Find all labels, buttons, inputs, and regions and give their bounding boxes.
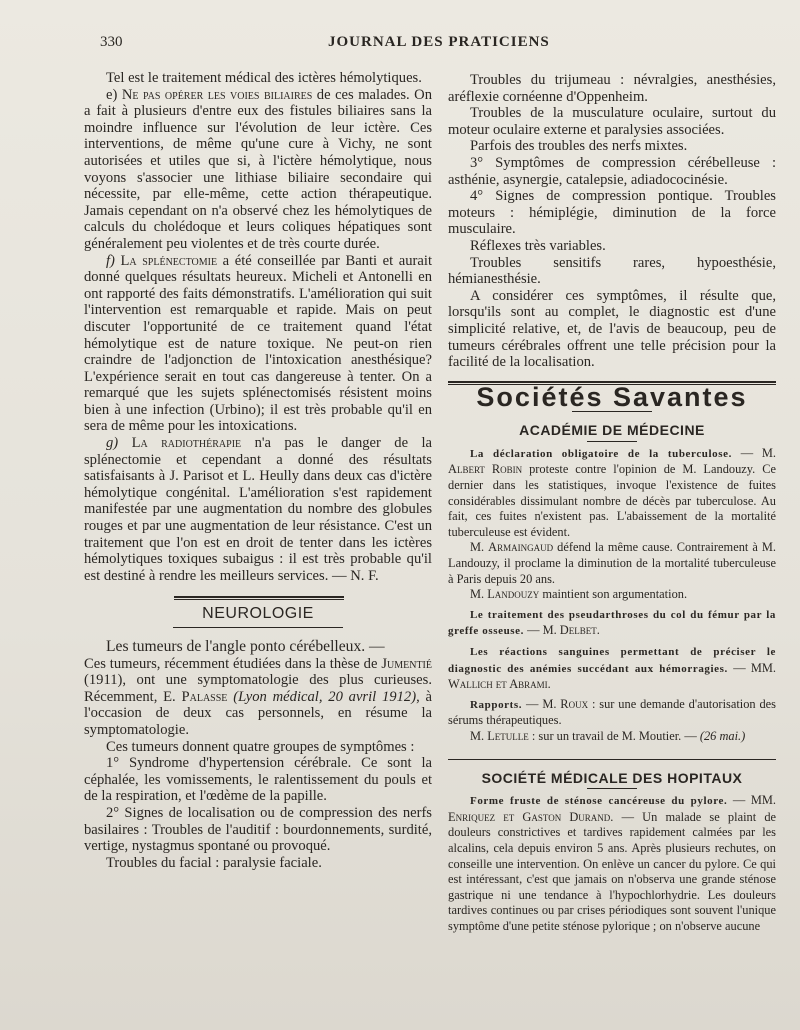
neuro-p1-c: , à l'occasion de deux cas personnels, en résume la symptomatologie. <box>84 688 432 738</box>
reference-lyon: (Lyon médical, 20 avril 1912) <box>233 688 417 705</box>
text-f: a été conseillée par Banti et aurait donné quelques résultats heureux. Micheli et Antonelli en ont rapporté des faits démonstratifs. L'amélioration qui suit l'intervention est remarquable et rapide. Mais on peut discuter l'opportunité de ce traitement quand l'état hémolytique est de nature toxique. Ne peut-on rien craindre de l'adjonction de l'intoxication anesthésique? L'expérience serait en tout cas dangereuse à tenter. On a remarqué que les sujets splénectomisés résistent moins bien à une infection (Urbino); il est très probable qu'il en sera de même pour les intoxications. <box>84 252 432 435</box>
label-g: g) <box>106 435 119 452</box>
neuro-lead: Les tumeurs de l'angle ponto cérébelleux. — <box>106 638 385 655</box>
item-6-text: : sur une demande d'autorisation des sérums thérapeutiques. <box>448 696 776 728</box>
smh-item-1-head: Forme fruste de sténose cancéreuse du pylore. <box>470 795 728 808</box>
academie-heading: ACADÉMIE DE MÉDECINE <box>519 422 705 439</box>
neuro-paragraph-2: Ces tumeurs donnent quatre groupes de symptômes : <box>106 738 415 755</box>
item-1-head: La déclaration obligatoire de la tuberculose. <box>470 447 732 460</box>
item-2-text: défend la même cause. Contrairement à M. Landouzy, il proclame la diminution de la mortalité tuberculeuse à Paris depuis 20 ans. <box>448 540 776 586</box>
right-paragraph-1: Troubles du trijumeau : névralgies, anesthésies, aréflexie cornéenne d'Oppenheim. <box>448 72 776 105</box>
section-divider <box>174 596 344 600</box>
right-column <box>448 72 776 935</box>
smh-item-1-names: MM. Enriquez et Gaston Durand. <box>448 793 776 824</box>
academie-item-3: M. Landouzy maintient son argumentation. <box>470 587 688 602</box>
item-7-text: : sur un travail de M. Moutier. — <box>531 728 697 743</box>
left-column <box>84 70 432 871</box>
paragraph-f <box>84 253 432 436</box>
heading-g: La radiothérapie <box>131 435 242 452</box>
item-7-date: (26 mai.) <box>699 728 746 743</box>
item-3-text: maintient son argumentation. <box>542 587 688 602</box>
academie-underline <box>587 441 637 442</box>
paragraph-intro: Tel est le traitement médical des ictères hémolytiques. <box>106 70 422 86</box>
item-6-name: — M. Roux <box>526 696 589 711</box>
neuro-p1-a: Ces tumeurs, récemment étudiées dans la thèse de <box>84 655 378 672</box>
academie-item-7 <box>448 729 776 745</box>
neuro-p1-b: (1911), ont une symptomatologie des plus curieuses. Récemment, E. <box>84 672 432 705</box>
neurologie-heading: NEUROLOGIE <box>202 605 314 623</box>
item-6-head: Rapports. <box>470 698 523 711</box>
academie-item-1: La déclaration obligatoire de la tuberculose. — M. Albert Robin proteste contre l'opinion de M. Landouzy. Ce dernier dans les statistiques, invoque l'existence de fuites considérables dissimulant nombre de décès par tuberculose. Au fait, ces fuites n'existent pas. L'abaissement de la mortalité tuberculeuse est évident. <box>448 445 777 539</box>
smh-divider <box>448 759 776 760</box>
heading-f: La splénectomie <box>120 252 218 269</box>
right-paragraph-3: Parfois des troubles des nerfs mixtes. <box>470 138 688 155</box>
smh-item-1 <box>448 793 776 934</box>
academie-item-6 <box>448 697 776 729</box>
page-number: 330 <box>100 34 123 50</box>
item-1-dash: — <box>740 445 754 460</box>
item-5-head: Les réactions sanguines permettant de préciser le diagnostic des anémies succédant aux hémorragies. <box>448 646 776 675</box>
text-e: de ces malades. On a fait à plusieurs d'entre eux des fistules biliaires sans la moindre influence sur l'évolution de leur ictère. Ces interventions, de même qu'une cure à Vichy, ne sont autorisées et utiles que si, à l'ictère hémolytique, nous voyons s'associer une lithiase biliaire secondaire qui nécessite, par elle-même, cette action thérapeutique. Jamais cependant on n'a observé chez les hémolytiques de calculs du cholédoque et leurs coliques hépatiques sont généralement peu violentes et de très courte durée. <box>84 86 432 252</box>
item-7-name: M. Letulle <box>470 728 529 743</box>
right-paragraph-7: Troubles sensitifs rares, hypoesthésie, hémianesthésie. <box>448 254 776 288</box>
label-e: e) <box>106 86 118 103</box>
neuro-paragraph-3: 1° Syndrome d'hypertension cérébrale. Ce sont la céphalée, les vomissements, le ralentissement du pouls et de la respiration, et l'œdème de la papille. <box>84 755 432 805</box>
academie-item-5 <box>448 644 776 693</box>
neuro-paragraph-4: 2° Signes de localisation ou de compression des nerfs basilaires : Troubles de l'auditif : bourdonnements, surdité, vertige, nystagmus spontané ou provoqué. <box>84 804 432 855</box>
smh-heading: SOCIÉTÉ MÉDICALE DES HOPITAUX <box>481 769 743 786</box>
smh-item-1-text: — Un malade se plaint de douleurs constrictives et tardives rapidement calmées par les alcalins, cela depuis environ 5 ans. Après plusieurs rechutes, on conseille une intervention. On enlève un cancer du pylore. Ce qui est intéressant, c'est que jamais on n'observa une grande sténose gastrique ni une tendance à l'hypochlorhydrie. Les douleurs tardives continues ou par crises périodiques sont souvent l'unique symptôme d'une petite sténose pylorique ; on n'observe aucune <box>448 809 777 933</box>
item-1-name: Albert Robin <box>448 462 523 477</box>
right-paragraph-4: 3° Symptômes de compression cérébelleuse : asthénie, asynergie, catalepsie, adiadococinésie. <box>448 154 776 188</box>
neuro-paragraph-5: Troubles du facial : paralysie faciale. <box>106 854 322 871</box>
paragraph-g <box>84 435 432 584</box>
item-4-name: — M. Delbet. <box>527 623 600 638</box>
item-4-head: Le traitement des pseudarthroses du col du fémur par la greffe osseuse. <box>448 608 776 638</box>
paragraph-e <box>84 87 432 253</box>
text-g: n'a pas le danger de la splénectomie et cependant a donné des résultats satisfaisants à J. Parisot et L. Heully dans deux cas d'ictère hémolytique congénital. L'amélioration s'est rapidement manifestée par une augmentation du nombre des globules rouges et par une augmentation de leur résistance. C'est un traitement que l'on est en droit de tenter dans les ictères hémolytiques toxiques subaigus : il est très probable qu'il est destiné à rendre les meilleurs services. — N. F. <box>84 435 433 584</box>
page-header <box>80 30 780 54</box>
right-paragraph-5: 4° Signes de compression pontique. Troubles moteurs : hémiplégie, diminution de la force musculaire. <box>448 188 776 238</box>
label-f: f) <box>106 252 115 269</box>
academie-item-4 <box>448 607 776 640</box>
heading-underline <box>173 627 343 628</box>
item-1-text: proteste contre l'opinion de M. Landouzy. Ce dernier dans les statistiques, invoque l'existence de fuites considérables dissimulant nombre de décès par tuberculose. Au fait, ces fuites n'existent pas. L'abaissement de la mortalité tuberculeuse est évident. <box>448 462 776 539</box>
journal-title: JOURNAL DES PRATICIENS <box>328 34 550 50</box>
author-jumentie: Jumentié <box>381 655 432 672</box>
societes-savantes-heading: Sociétés Savantes <box>476 381 748 412</box>
neuro-paragraph-1 <box>84 656 432 739</box>
item-3-name: Landouzy <box>487 587 540 602</box>
item-2-name: Armaingaud <box>488 540 554 555</box>
right-paragraph-6: Réflexes très variables. <box>470 237 606 254</box>
smh-item-1-dash: — <box>732 793 746 808</box>
right-paragraph-2: Troubles de la musculature oculaire, surtout du moteur oculaire externe et paralysies associées. <box>448 105 776 138</box>
heading-e: Ne pas opérer les voies biliaires <box>121 86 313 103</box>
author-palasse: Palasse <box>181 688 228 705</box>
right-paragraph-8: A considérer ces symptômes, il résulte que, lorsqu'ils sont au complet, le diagnostic est d'une simplicité relative, et, de l'avis de beaucoup, peu de tumeurs cérébrales offrent une telle précision pour la facilité de la localisation. <box>448 287 776 371</box>
academie-item-2: M. Armaingaud défend la même cause. Contrairement à M. Landouzy, il proclame la diminution de la mortalité tuberculeuse à Paris depuis 20 ans. <box>448 540 776 586</box>
item-5-name: — MM. Wallich et Abrami. <box>448 660 776 692</box>
smh-underline <box>587 788 637 789</box>
